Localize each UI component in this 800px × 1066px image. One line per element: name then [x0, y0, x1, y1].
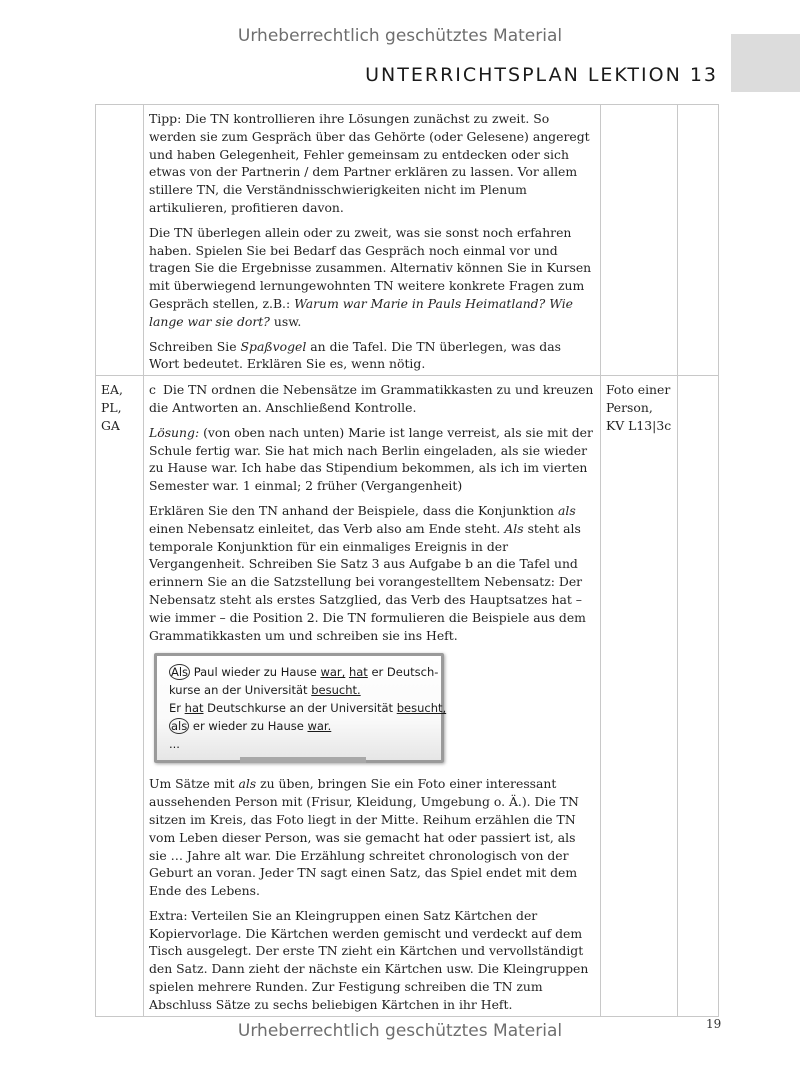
table-row — [96, 105, 719, 376]
procedure-cell — [144, 376, 601, 1017]
solution-paragraph: Lösung: (von oben nach unten) Marie ist lange verreist, als sie mit der Schule fertig war. Sie hat mich nach Berlin eingeladen, als sie wieder zu Hause war. Ich habe das Stipendium bekommen, als ich im vierten Semester war. 1 einmal; 2 früher (Vergangenheit) — [149, 424, 593, 494]
page-edge-tab — [731, 34, 800, 92]
watermark-top: Urheberrechtlich geschütztes Material — [237, 26, 563, 46]
table-row — [96, 376, 719, 1017]
page-number: 19 — [706, 1017, 722, 1031]
materials-cell: Foto einer Person, KV L13|3c — [601, 376, 678, 1017]
task-marker: c — [149, 382, 156, 398]
materials-cell — [601, 105, 678, 376]
procedure-cell — [144, 105, 601, 376]
extra-paragraph: Extra: Verteilen Sie an Kleingruppen einen Satz Kärtchen der Kopiervorlage. Die Kärtchen werden gemischt und verdeckt auf dem Tisch ausgelegt. Der erste TN zieht ein Kärtchen und vervollständigt den Satz. Dann zieht der nächste ein Kärtchen usw. Die Kleingruppen spielen mehrere Runden. Zur Festigung schreiben die TN zum Abschluss Sätze zu sechs beliebigen Kärtchen in ihr Heft. — [149, 907, 589, 1012]
procedure-paragraph: Schreiben Sie Spaßvogel an die Tafel. Die TN überlegen, was das Wort bedeutet. Erklären Sie es, wenn nötig. — [149, 338, 561, 372]
whiteboard-illustration: Als Paul wieder zu Hause war, hat er Deutsch- kurse an der Universität besucht. Er hat Deutschkurse an der Universität besucht, als er wieder zu Hause war. ... — [154, 653, 444, 763]
practice-paragraph: Um Sätze mit als zu üben, bringen Sie ein Foto einer interessant aussehenden Person mit (Frisur, Kleidung, Umgebung o. Ä.). Die TN sitzen im Kreis, das Foto liegt in der Mitte. Reihum erzählen die TN vom Leben dieser Person, was sie gemacht hat oder passiert ist, als sie … Jahre alt war. Die Erzählung schreitet chronologisch von der Geburt an voran. Jeder TN sagt einen Satz, das Spiel endet mit dem Ende des Lebens. — [149, 776, 579, 899]
whiteboard-tray — [240, 757, 366, 763]
social-form-cell: EA, PL, GA — [96, 376, 144, 1017]
tip-paragraph: Tipp: Die TN kontrollieren ihre Lösungen zunächst zu zweit. So werden sie zum Gespräch über das Gehörte (oder Gelesene) angeregt und haben Gelegenheit, Fehler gemeinsam zu entdecken oder sich etwas von der Partnerin / dem Partner erklären zu lassen. Vor allem stillere TN, die Verständnisschwierigkeiten nicht im Plenum artikulieren, profitieren davon. — [149, 111, 590, 215]
procedure-paragraph: Die TN überlegen allein oder zu zweit, was sie sonst noch erfahren haben. Spielen Sie bei Bedarf das Gespräch noch einmal vor und tragen Sie die Ergebnisse zusammen. Alternativ können Sie in Kursen mit überwiegend lernungewohnten TN weitere konkrete Fragen zum Gespräch stellen, z.B.: Warum war Marie in Pauls Heimatland? Wie lange war sie dort? usw. — [149, 224, 592, 329]
task-paragraph: c Die TN ordnen die Nebensätze im Grammatikkasten zu und kreuzen die Antworten an. Anschließend Kontrolle. — [149, 382, 594, 415]
time-cell — [678, 105, 719, 376]
explanation-paragraph: Erklären Sie den TN anhand der Beispiele, dass die Konjunktion als einen Nebensatz einleitet, das Verb also am Ende steht. Als steht als temporale Konjunktion für ein einmaliges Ereignis in der Vergangenheit. Schreiben Sie Satz 3 aus Aufgabe b an die Tafel und erinnern Sie an die Satzstellung bei vorangestelltem Nebensatz: Der Nebensatz steht als erstes Satzglied, das Verb des Hauptsatzes hat – wie immer – die Position 2. Die TN formulieren die Beispiele aus dem Grammatikkasten um und schreiben sie ins Heft. — [149, 502, 586, 643]
watermark-bottom: Urheberrechtlich geschütztes Material — [237, 1021, 563, 1041]
social-form-cell — [96, 105, 144, 376]
lesson-plan-table — [95, 104, 719, 1017]
time-cell — [678, 376, 719, 1017]
page-title: UNTERRICHTSPLAN LEKTION 13 — [365, 64, 718, 86]
